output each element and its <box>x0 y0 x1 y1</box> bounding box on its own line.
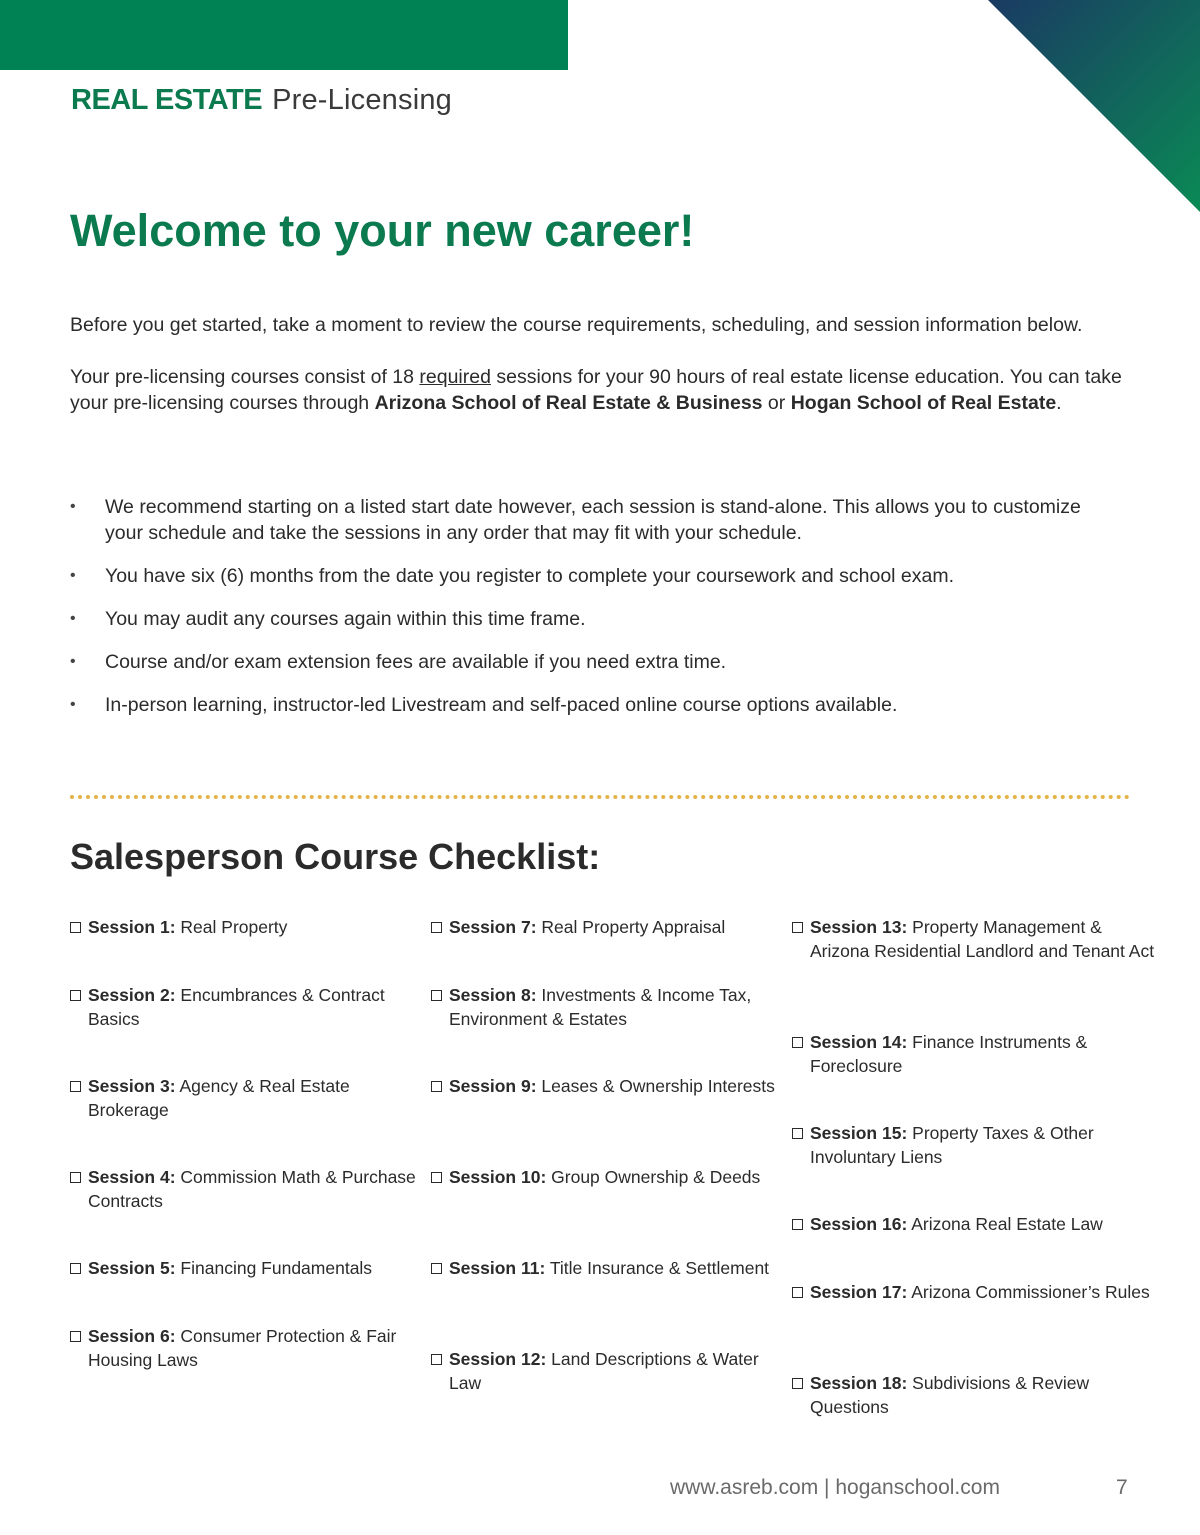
corner-gradient-decoration <box>988 0 1200 212</box>
checkbox[interactable] <box>431 1263 442 1274</box>
page-number: 7 <box>1116 1476 1128 1499</box>
checklist-item <box>70 1166 433 1213</box>
checklist-item <box>792 916 1155 963</box>
session-name: Group Ownership & Deeds <box>551 1167 761 1187</box>
intro-paragraph-1: Before you get started, take a moment to review the course requirements, scheduling, and session information below. <box>70 314 1083 336</box>
bullet-text: Course and/or exam extension fees are available if you need extra time. <box>105 651 727 673</box>
intro-p2-text: . <box>1056 392 1062 414</box>
session-label: Session 16: <box>810 1214 908 1234</box>
checklist-title: Salesperson Course Checklist: <box>70 836 601 877</box>
checkbox[interactable] <box>431 1081 442 1092</box>
checkbox[interactable] <box>431 990 442 1001</box>
checklist-item <box>431 984 794 1031</box>
checklist-item <box>792 1372 1155 1419</box>
session-label: Session 10: <box>449 1167 547 1187</box>
bullet-dot-icon: • <box>70 567 76 584</box>
checklist-item <box>792 1031 1155 1078</box>
checkbox[interactable] <box>792 922 803 933</box>
session-name: Agency & Real Estate Brokerage <box>88 1076 350 1120</box>
session-name: Property Management & Arizona Residential Landlord and Tenant Act <box>810 917 1155 961</box>
info-bullet-list <box>70 494 1110 735</box>
session-label: Session 5: <box>88 1258 176 1278</box>
page-title: Welcome to your new career! <box>70 205 695 256</box>
checkbox[interactable] <box>792 1219 803 1230</box>
checklist-item <box>70 916 433 940</box>
checkbox[interactable] <box>70 1331 81 1342</box>
session-name: Real Property <box>180 917 288 937</box>
intro-p2-school-2: Hogan School of Real Estate <box>790 392 1057 414</box>
bullet-text: We recommend starting on a listed start date however, each session is stand-alone. This allows you to customize your schedule and take the sessions in any order that may fit with your schedule. <box>105 496 1081 544</box>
checkbox[interactable] <box>792 1287 803 1298</box>
session-label: Session 15: <box>810 1123 908 1143</box>
intro-text <box>70 312 1140 416</box>
bullet-item <box>70 606 1110 632</box>
bullet-text: You may audit any courses again within this time frame. <box>105 608 586 630</box>
checklist-item <box>431 1257 794 1281</box>
session-label: Session 12: <box>449 1349 547 1369</box>
checkbox[interactable] <box>70 990 81 1001</box>
checkbox[interactable] <box>70 1263 81 1274</box>
session-label: Session 2: <box>88 985 176 1005</box>
session-label: Session 9: <box>449 1076 537 1096</box>
checkbox[interactable] <box>70 1081 81 1092</box>
session-name: Property Taxes & Other Involuntary Liens <box>810 1123 1094 1167</box>
intro-p2-text: Your pre-licensing courses consist of 18 <box>70 366 420 388</box>
session-label: Session 6: <box>88 1326 176 1346</box>
bullet-text: You have six (6) months from the date you register to complete your coursework and school exam. <box>105 565 955 587</box>
session-name: Land Descriptions & Water Law <box>449 1349 759 1393</box>
session-label: Session 7: <box>449 917 537 937</box>
checklist-item <box>70 1257 433 1281</box>
session-label: Session 17: <box>810 1282 908 1302</box>
checkbox[interactable] <box>70 922 81 933</box>
intro-p2-required: required <box>419 366 491 388</box>
session-name: Leases & Ownership Interests <box>541 1076 775 1096</box>
checklist-item <box>792 1213 1155 1237</box>
bullet-item <box>70 692 1110 718</box>
checklist-item <box>70 1075 433 1122</box>
bullet-item <box>70 563 1110 589</box>
checklist-item <box>70 1325 433 1372</box>
checklist-item <box>70 984 433 1031</box>
bullet-dot-icon: • <box>70 653 76 670</box>
checklist-item <box>431 1348 794 1395</box>
bullet-dot-icon: • <box>70 498 76 515</box>
checkbox[interactable] <box>70 1172 81 1183</box>
checklist-item <box>792 1281 1155 1305</box>
top-green-bar <box>0 0 568 70</box>
session-label: Session 11: <box>449 1258 546 1278</box>
session-name: Consumer Protection & Fair Housing Laws <box>88 1326 397 1370</box>
checkbox[interactable] <box>431 1354 442 1365</box>
session-name: Encumbrances & Contract Basics <box>88 985 385 1029</box>
checklist-item <box>792 1122 1155 1169</box>
bullet-text: In-person learning, instructor-led Livestream and self-paced online course options available. <box>105 694 898 716</box>
session-name: Commission Math & Purchase Contracts <box>88 1167 416 1211</box>
intro-p2-text: sessions for your 90 hours of real estate license education. You can take your pre-licensing courses through <box>70 366 1122 414</box>
brand-strong: REAL ESTATE <box>71 84 263 116</box>
session-name: Real Property Appraisal <box>541 917 726 937</box>
session-label: Session 4: <box>88 1167 176 1187</box>
intro-paragraph-2 <box>70 364 1140 416</box>
dotted-divider <box>70 795 1130 803</box>
session-name: Arizona Real Estate Law <box>911 1214 1103 1234</box>
checkbox[interactable] <box>431 1172 442 1183</box>
checklist-item <box>431 916 794 940</box>
checkbox[interactable] <box>431 922 442 933</box>
checkbox[interactable] <box>792 1037 803 1048</box>
session-label: Session 18: <box>810 1373 908 1393</box>
session-name: Finance Instruments & Foreclosure <box>810 1032 1088 1076</box>
session-label: Session 13: <box>810 917 908 937</box>
session-name: Financing Fundamentals <box>180 1258 373 1278</box>
session-name: Title Insurance & Settlement <box>549 1258 770 1278</box>
bullet-dot-icon: • <box>70 696 76 713</box>
session-label: Session 14: <box>810 1032 908 1052</box>
checklist-item <box>431 1075 794 1099</box>
session-label: Session 8: <box>449 985 537 1005</box>
checklist-item <box>431 1166 794 1190</box>
session-name: Arizona Commissioner’s Rules <box>911 1282 1150 1302</box>
session-name: Subdivisions & Review Questions <box>810 1373 1090 1417</box>
checkbox[interactable] <box>792 1378 803 1389</box>
bullet-item <box>70 494 1110 546</box>
intro-p2-text: or <box>762 392 791 414</box>
session-label: Session 3: <box>88 1076 176 1096</box>
session-label: Session 1: <box>88 917 176 937</box>
bullet-item <box>70 649 1110 675</box>
session-name: Investments & Income Tax, Environment & Estates <box>449 985 752 1029</box>
brand-header <box>71 84 452 117</box>
bullet-dot-icon: • <box>70 610 76 627</box>
intro-p2-school-1: Arizona School of Real Estate & Business <box>374 392 763 414</box>
brand-light: Pre-Licensing <box>272 84 452 116</box>
checkbox[interactable] <box>792 1128 803 1139</box>
footer-urls: www.asreb.com | hoganschool.com <box>670 1476 1000 1499</box>
